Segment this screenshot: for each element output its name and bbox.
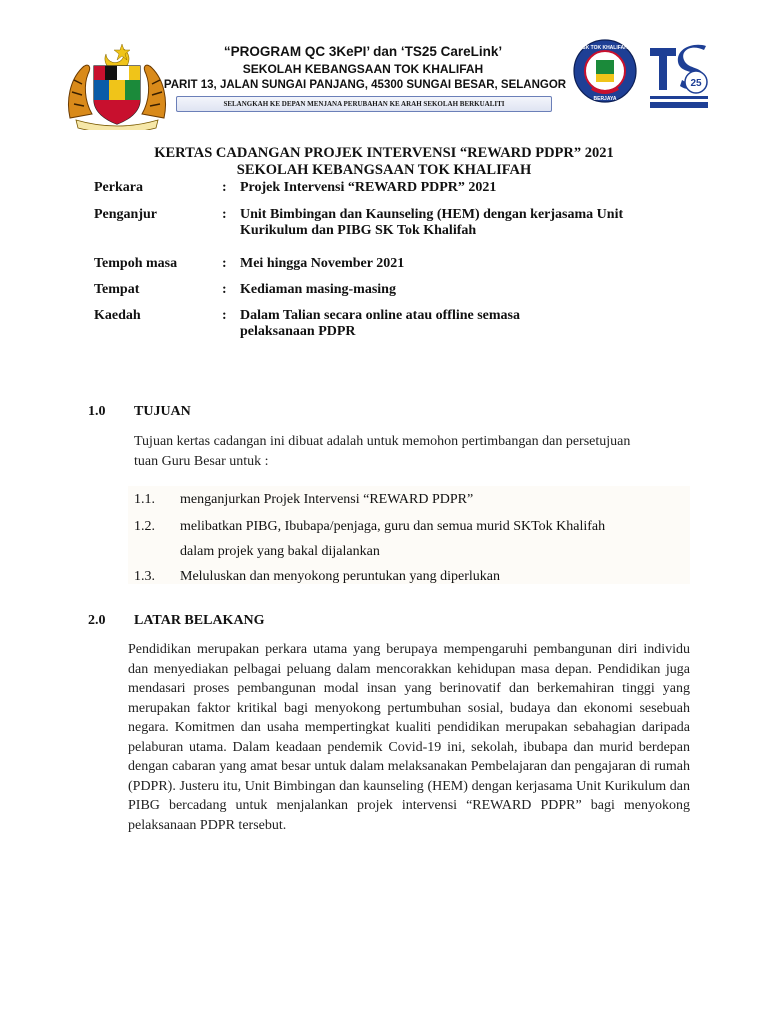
ts25-logo (646, 40, 712, 110)
detail-label-tempoh: Tempoh masa (94, 256, 178, 271)
detail-colon: : (222, 256, 227, 271)
svg-text:25: 25 (690, 78, 702, 89)
section-2-body: Pendidikan merupakan perkara utama yang berupaya mempengaruhi pembangunan diri individu dan menyediakan pelbagai peluang dalam mencorakkan kehidupan masa depan. Pendidikan juga mendasari proses pembangunan modal insan yang berinovatif dan berkemahiran tinggi yang merupakan faktor kritikal bagi menyokong pertumbuhan sosial, budaya dan ekonomi sesebuah negara. Komitmen dan usaha mempertingkat kualiti pendidikan merupakan sebahagian daripada pelaburan utama. Dalam keadaan pendemik Covid-19 ini, sekolah, ibubapa dan murid berdepan dengan cabaran yang amat besar untuk dalam melaksanakan Pembelajaran dan pengajaran di rumah (PDPR). Justeru itu, Unit Bimbingan dan kaunseling (HEM) dengan kerjasama Unit Kurikulum dan PIBG bercadang untuk menjalankan projek intervensi “REWARD PDPR” bagi menyokong pelaksanaan PDPR tersebut. (128, 642, 690, 833)
document-subtitle: SEKOLAH KEBANGSAAN TOK KHALIFAH (236, 162, 532, 178)
malaysia-coat-of-arms-logo (62, 40, 172, 130)
list-item-number: 1.3. (134, 569, 155, 584)
detail-label-penganjur: Penganjur (94, 207, 157, 222)
list-item-number: 1.1. (134, 492, 155, 507)
detail-colon: : (222, 180, 227, 195)
list-item: Meluluskan dan menyokong peruntukan yang diperlukan (180, 569, 500, 584)
section-1-heading: TUJUAN (134, 404, 191, 419)
list-item-continuation: dalam projek yang bakal dijalankan (180, 544, 380, 559)
detail-value-tempat: Kediaman masing-masing (240, 282, 396, 297)
list-item: menganjurkan Projek Intervensi “REWARD PDPR” (180, 492, 474, 507)
detail-colon: : (222, 308, 227, 323)
header-school-name: SEKOLAH KEBANGSAAN TOK KHALIFAH (242, 62, 484, 76)
detail-colon: : (222, 207, 227, 222)
section-2-heading: LATAR BELAKANG (134, 613, 265, 628)
detail-value-perkara: Projek Intervensi “REWARD PDPR” 2021 (240, 180, 497, 195)
list-item-number: 1.2. (134, 519, 155, 534)
section-2-number: 2.0 (88, 613, 106, 628)
detail-value-kaedah: Dalam Talian secara online atau offline semasa pelaksanaan PDPR (240, 308, 521, 339)
header-program-title: “PROGRAM QC 3KePI’ dan ‘TS25 CareLink’ (223, 44, 503, 59)
header-slogan-banner: SELANGKAH KE DEPAN MENJANA PERUBAHAN KE ARAH SEKOLAH BERKUALITI (176, 96, 552, 112)
detail-value-tempoh: Mei hingga November 2021 (240, 256, 405, 271)
document-title: KERTAS CADANGAN PROJEK INTERVENSI “REWARD PDPR” 2021 (154, 145, 614, 161)
detail-label-perkara: Perkara (94, 180, 143, 195)
section-1-number: 1.0 (88, 404, 106, 419)
list-item: melibatkan PIBG, Ibubapa/penjaga, guru dan semua murid SKTok Khalifah (180, 519, 606, 534)
section-1-intro-line-2: tuan Guru Besar untuk : (134, 454, 269, 469)
detail-value-penganjur: Unit Bimbingan dan Kaunseling (HEM) dengan kerjasama Unit Kurikulum dan PIBG SK Tok Khalifah (240, 207, 624, 238)
svg-text:BERJAYA: BERJAYA (593, 96, 617, 102)
detail-label-kaedah: Kaedah (94, 308, 141, 323)
detail-colon: : (222, 282, 227, 297)
svg-text:SK TOK KHALIFAH: SK TOK KHALIFAH (582, 45, 628, 51)
detail-label-tempat: Tempat (94, 282, 140, 297)
school-crest-logo (572, 38, 638, 104)
section-1-intro-line-1: Tujuan kertas cadangan ini dibuat adalah untuk memohon pertimbangan dan persetujuan (134, 434, 631, 449)
header-school-address: PARIT 13, JALAN SUNGAI PANJANG, 45300 SUNGAI BESAR, SELANGOR (163, 79, 567, 91)
